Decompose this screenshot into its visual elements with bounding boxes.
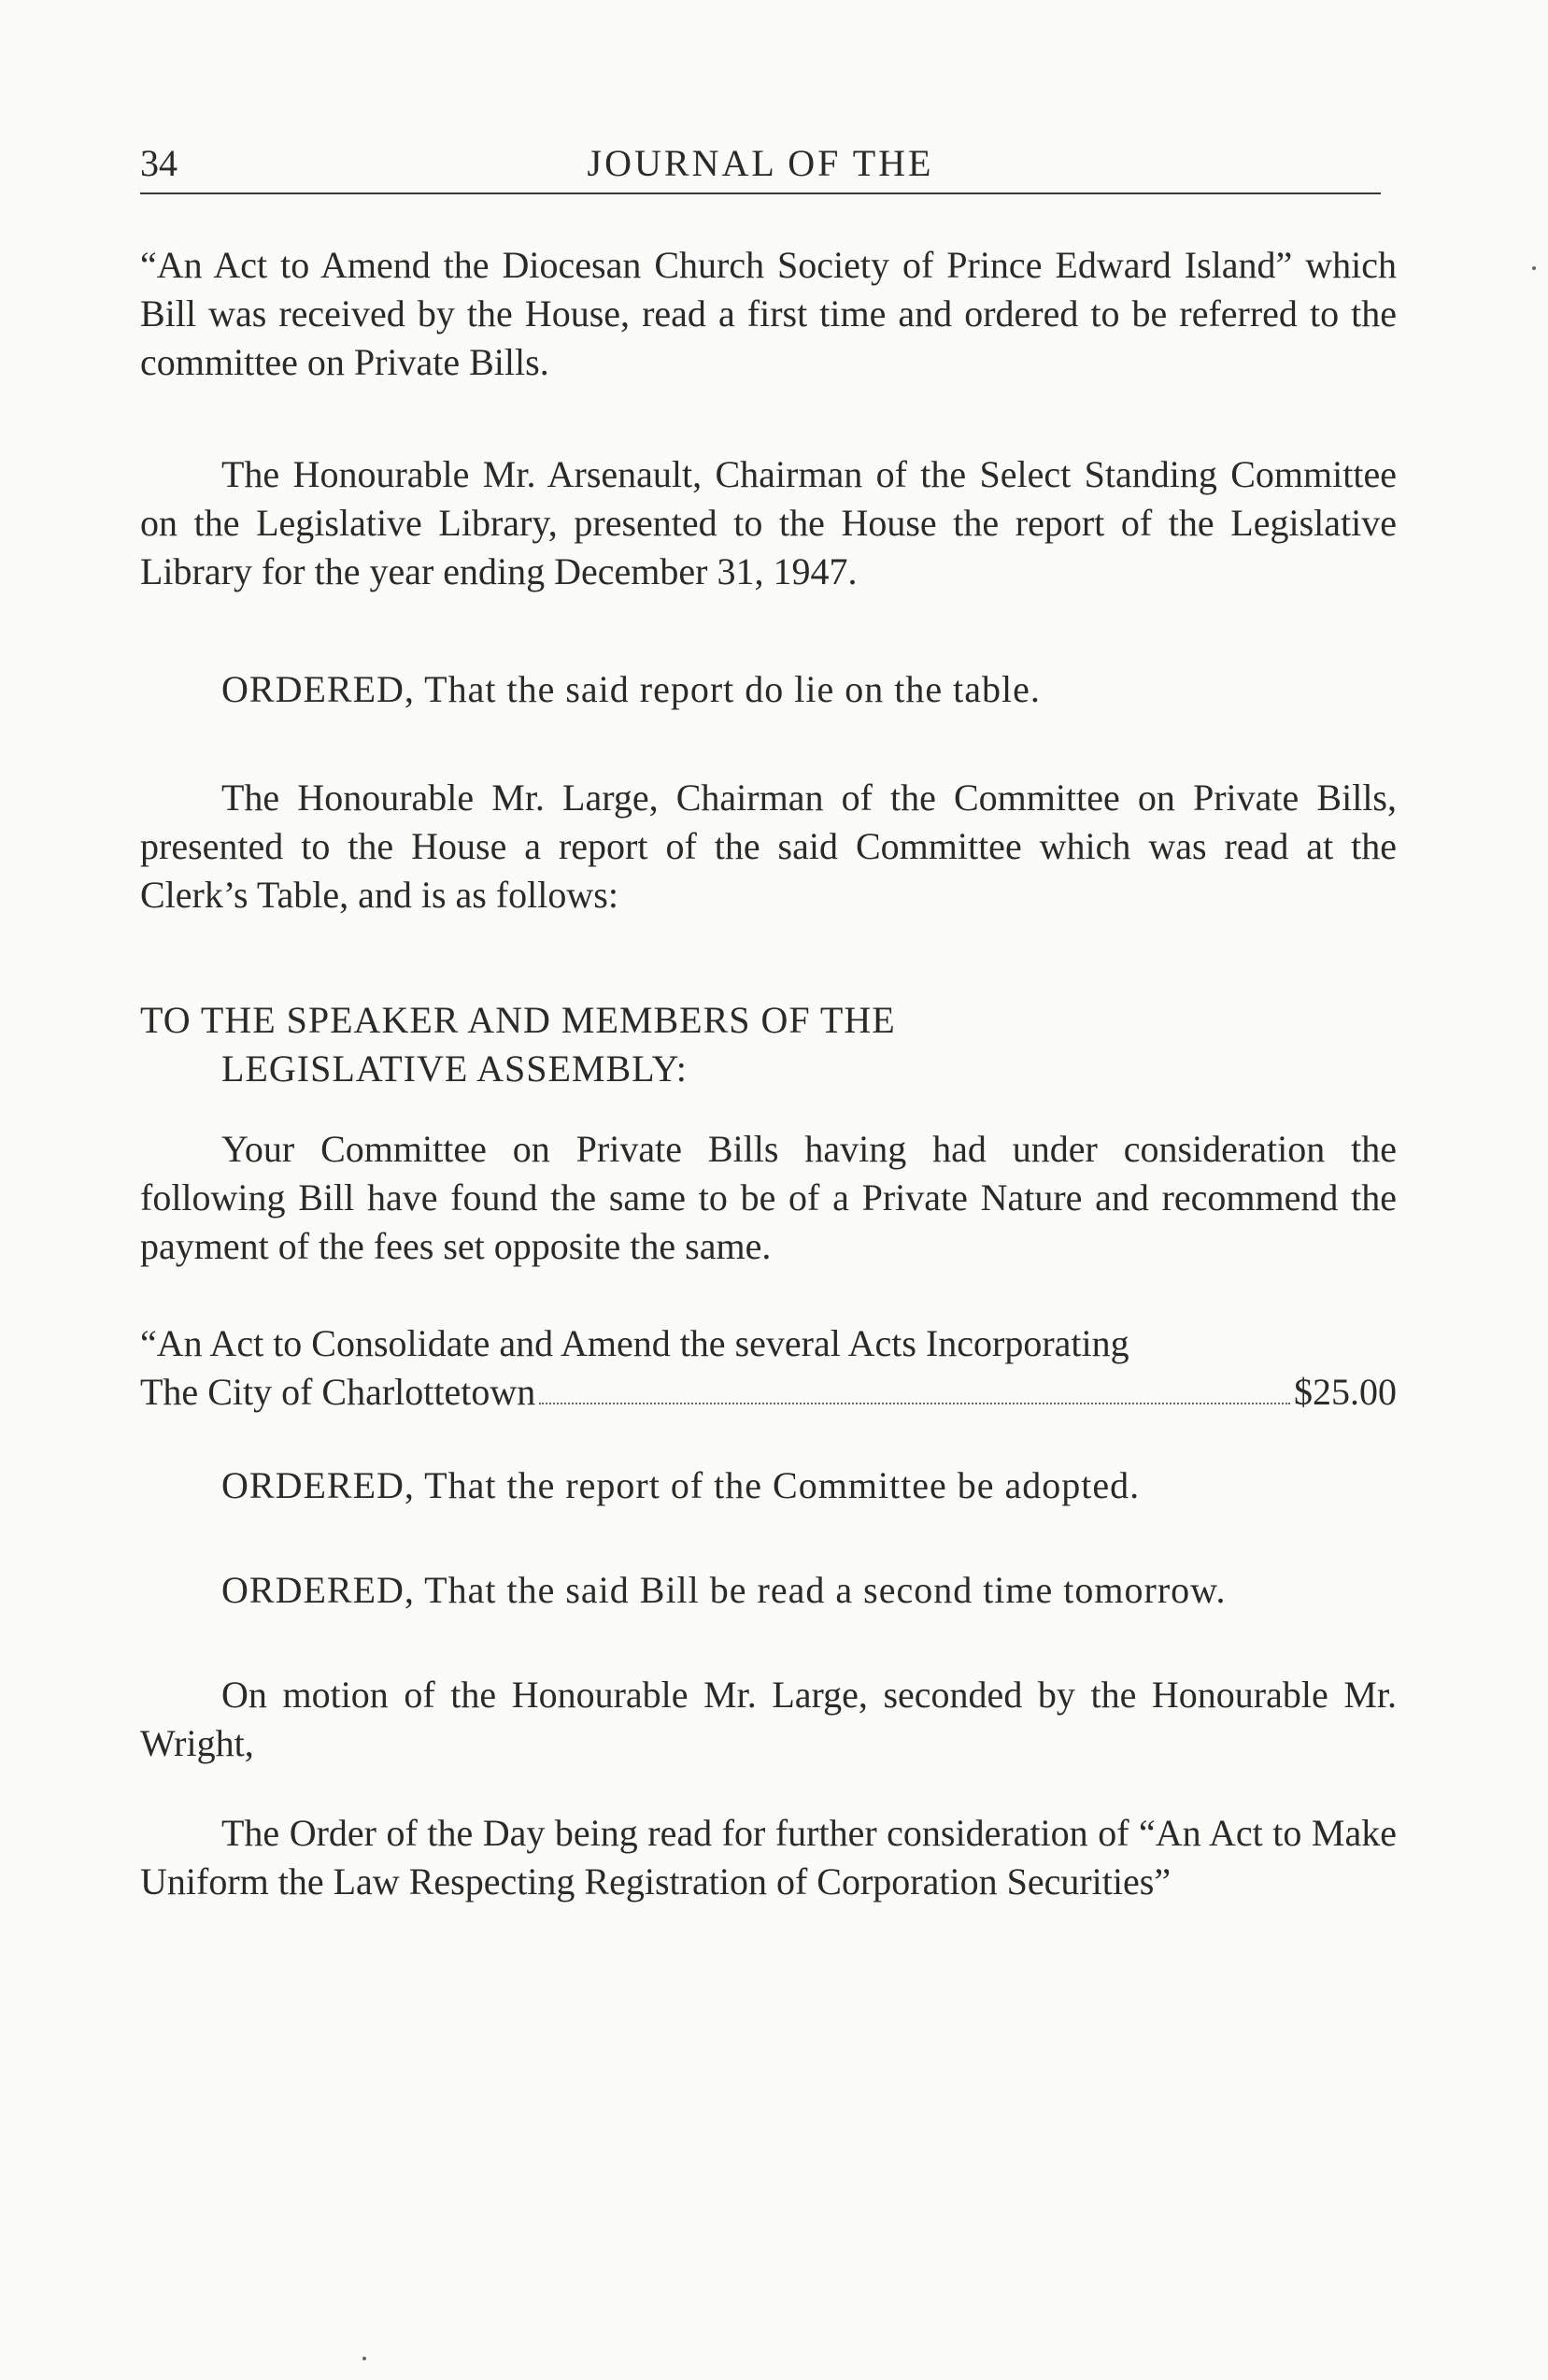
scan-speck xyxy=(362,2357,366,2360)
paragraph-order-of-day: The Order of the Day being read for further consideration of “An Act to Make Uniform the Law Respecting Registration of Corporation Securities” xyxy=(140,1812,1397,1903)
paragraph-ordered-second-reading: ORDERED, That the said Bill be read a second time tomorrow. xyxy=(221,1569,1227,1611)
page-header xyxy=(140,140,1381,194)
paragraph-motion: On motion of the Honourable Mr. Large, seconded by the Honourable Mr. Wright, xyxy=(140,1674,1397,1764)
paragraph-act-diocesan: “An Act to Amend the Diocesan Church Society of Prince Edward Island” which Bill was received by the House, read a first time and ordered to be referred to the committee on Private Bills. xyxy=(140,244,1397,383)
bill-fee-entry xyxy=(140,1319,1397,1417)
paragraph-committee-findings: Your Committee on Private Bills having had under consideration the following Bill have found the same to be of a Private Nature and recommend the payment of the fees set opposite the same. xyxy=(140,1128,1397,1267)
dot-leader xyxy=(539,1403,1290,1404)
paragraph-ordered-table: ORDERED, That the said report do lie on the table. xyxy=(221,668,1041,710)
report-heading xyxy=(140,996,1397,1093)
heading-line-2: LEGISLATIVE ASSEMBLY: xyxy=(221,1047,688,1090)
running-head: JOURNAL OF THE xyxy=(587,142,934,184)
bill-fee: $25.00 xyxy=(1294,1371,1397,1413)
paragraph-ordered-adopted: ORDERED, That the report of the Committee be adopted. xyxy=(221,1464,1141,1506)
paragraph-private-bills-report: The Honourable Mr. Large, Chairman of the Committee on Private Bills, presented to the House a report of the said Committee which was read at the Clerk’s Table, and is as follows: xyxy=(140,777,1397,916)
page-number: 34 xyxy=(140,142,178,184)
scan-speck xyxy=(1532,266,1536,270)
bill-title-row xyxy=(140,1368,1397,1417)
bill-title-line-2: The City of Charlottetown xyxy=(140,1371,536,1413)
heading-line-1: TO THE SPEAKER AND MEMBERS OF THE xyxy=(140,999,896,1041)
paragraph-library-report: The Honourable Mr. Arsenault, Chairman of the Select Standing Committee on the Legislative Library, presented to the House the report of the Legislative Library for the year ending December 31, 1947. xyxy=(140,453,1397,592)
bill-title-line-1: “An Act to Consolidate and Amend the several Acts Incorporating xyxy=(140,1322,1129,1364)
